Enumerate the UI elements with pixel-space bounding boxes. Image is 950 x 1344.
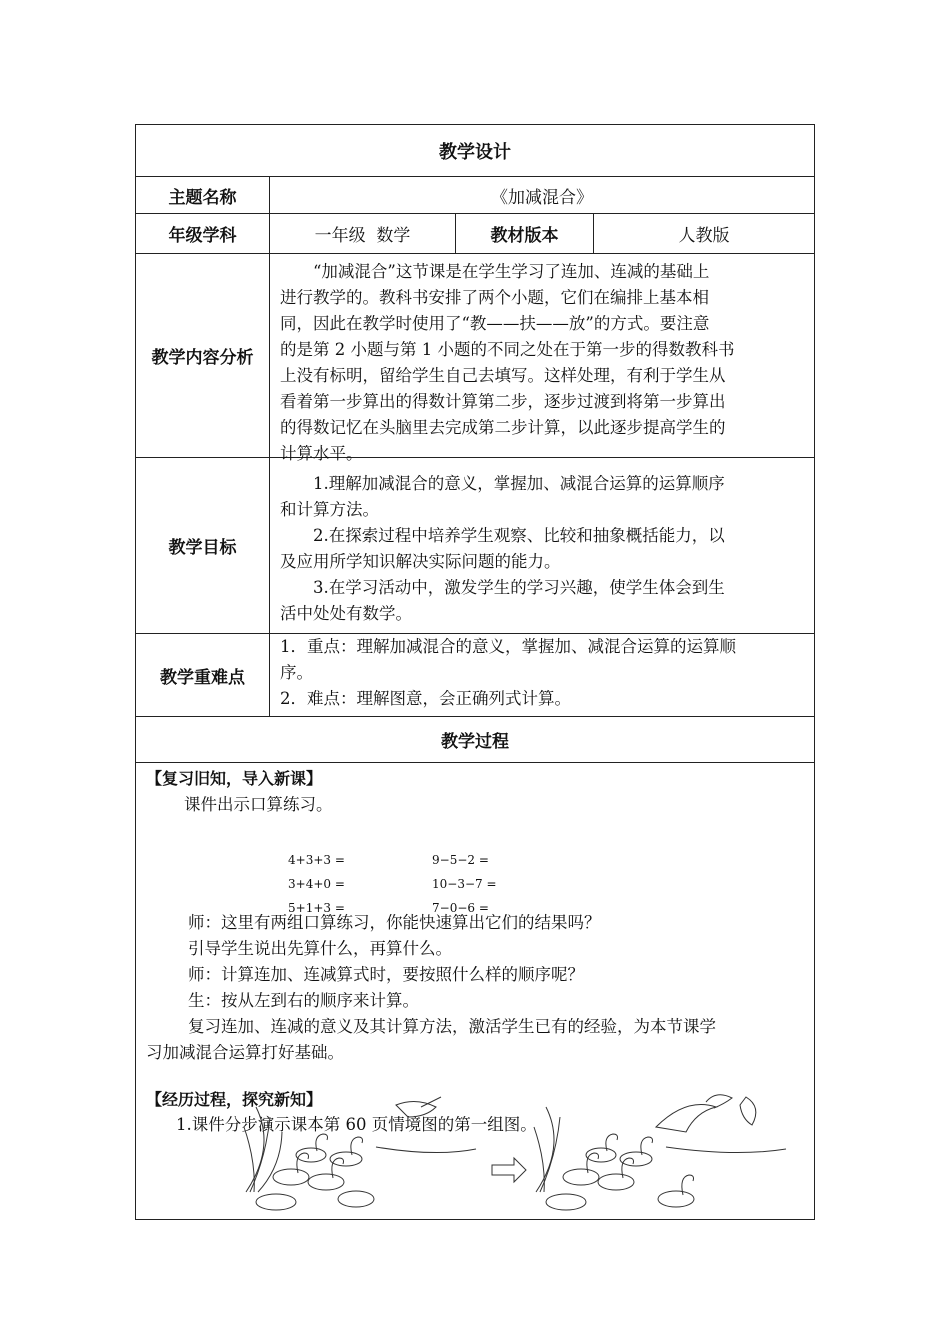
grade-label: 年级学科 [136, 214, 270, 253]
section1-intro: 课件出示口算练习。 [184, 795, 333, 814]
calc-right-1: 9−5−2 = [432, 853, 489, 867]
text-line: 及应用所学知识解决实际问题的能力。 [280, 552, 561, 571]
theme-value: 《加减混合》 [491, 187, 593, 208]
dialog-line: 师：计算连加、连减算式时，要按照什么样的顺序呢？ [188, 965, 584, 984]
text-line: 和计算方法。 [280, 500, 379, 519]
text-line: 1.理解加减混合的意义，掌握加、减混合运算的运算顺序 [313, 474, 725, 493]
arrow-right-icon [492, 1158, 526, 1182]
text-line: 2．难点：理解图意，会正确列式计算。 [280, 689, 571, 708]
summary-line: 习加减混合运算打好基础。 [146, 1043, 344, 1062]
theme-row [136, 177, 814, 214]
text-line: 活中处处有数学。 [280, 604, 412, 623]
lesson-plan-table [135, 124, 815, 1220]
text-line: 同，因此在教学时使用了“教——扶——放”的方式。要注意 [280, 314, 710, 333]
text-line: “加减混合”这节课是在学生学习了连加、连减的基础上 [313, 262, 710, 281]
key-points-text [280, 634, 806, 712]
content-analysis-label: 教学内容分析 [136, 254, 270, 457]
goals-label: 教学目标 [136, 458, 270, 633]
section2-step1: 1.课件分步演示课本第 60 页情境图的第一组图。 [176, 1115, 537, 1134]
calc-left-3: 5+1+3 = [288, 901, 345, 915]
goals-row [136, 458, 814, 634]
calc-right-3: 7−0−6 = [432, 901, 489, 915]
dialog-line: 引导学生说出先算什么，再算什么。 [188, 939, 452, 958]
text-line: 3.在学习活动中，激发学生的学习兴趣，使学生体会到生 [313, 578, 725, 597]
text-line: 上没有标明，留给学生自己去填写。这样处理，有利于学生从 [280, 366, 726, 385]
process-heading: 教学过程 [441, 732, 509, 752]
section2-title: 【经历过程，探究新知】 [146, 1090, 323, 1109]
edition-value: 人教版 [678, 226, 730, 246]
process-body [136, 763, 814, 1219]
content-analysis-row [136, 254, 814, 463]
scene-left [244, 1097, 476, 1210]
text-line: 的得数记忆在头脑里去完成第二步计算，以此逐步提高学生的 [280, 418, 726, 437]
theme-label: 主题名称 [136, 177, 270, 213]
grade-value: 一年级 数学 [270, 214, 456, 253]
text-line: 进行教学的。教科书安排了两个小题，它们在编排上基本相 [280, 288, 709, 307]
calc-left-2: 3+4+0 = [288, 877, 345, 891]
scene-illustration [236, 1087, 796, 1217]
text-line: 的是第 2 小题与第 1 小题的不同之处在于第一步的得数教科书 [280, 340, 735, 359]
title-row [136, 125, 814, 177]
section1-title: 【复习旧知，导入新课】 [146, 769, 323, 788]
text-line: 序。 [280, 663, 313, 682]
text-line: 2.在探索过程中培养学生观察、比较和抽象概括能力，以 [313, 526, 725, 545]
calc-right-2: 10−3−7 = [432, 877, 497, 891]
key-points-label: 教学重难点 [136, 634, 270, 716]
edition-label: 教材版本 [456, 214, 594, 253]
page-title: 教学设计 [439, 141, 511, 163]
text-line: 计算水平。 [280, 444, 363, 463]
process-heading-row [136, 717, 814, 763]
grade-row [136, 214, 814, 254]
text-line: 1．重点：理解加减混合的意义，掌握加、减混合运算的运算顺 [280, 637, 736, 656]
dialog-line: 师：这里有两组口算练习，你能快速算出它们的结果吗？ [188, 913, 601, 932]
scene-right [534, 1095, 786, 1210]
goals-text [280, 471, 806, 627]
calc-left-1: 4+3+3 = [288, 853, 345, 867]
content-analysis-text [280, 259, 806, 467]
summary-line: 复习连加、连减的意义及其计算方法，激活学生已有的经验，为本节课学 [188, 1017, 716, 1036]
key-points-row [136, 634, 814, 717]
dialog-line: 生：按从左到右的顺序来计算。 [188, 991, 419, 1010]
text-line: 看着第一步算出的得数计算第二步，逐步过渡到将第一步算出 [280, 392, 726, 411]
